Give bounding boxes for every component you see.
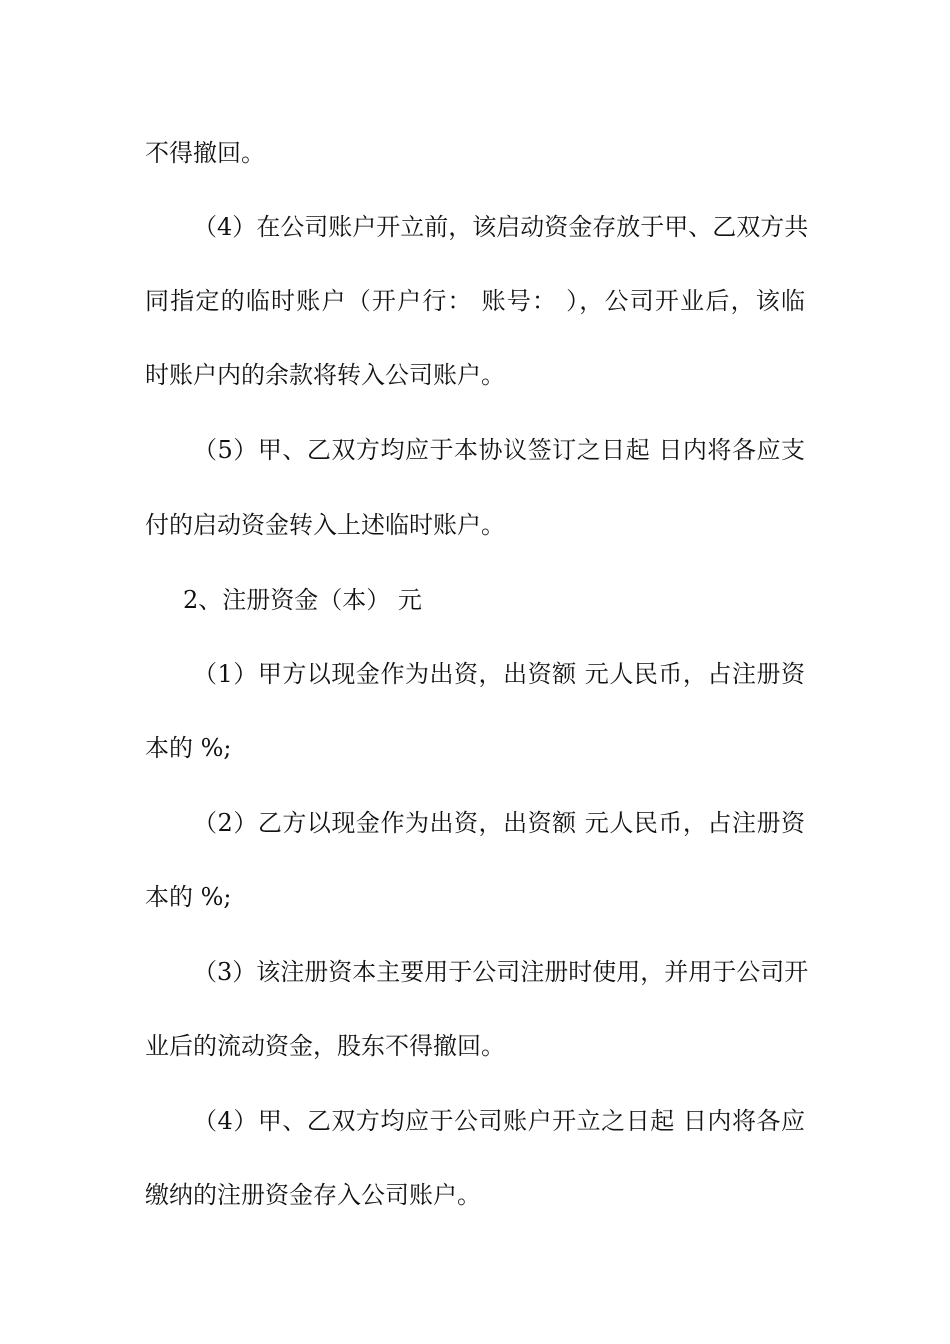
text-line-9: 本的 %; xyxy=(145,734,232,762)
text-line-11: 本的 %; xyxy=(145,883,232,911)
text-line-10: （2）乙方以现金作为出资，出资额 元人民币，占注册资 xyxy=(193,809,805,837)
text-line-13: 业后的流动资金，股东不得撤回。 xyxy=(145,1032,505,1060)
text-line-15: 缴纳的注册资金存入公司账户。 xyxy=(145,1181,481,1209)
text-line-5: （5）甲、乙双方均应于本协议签订之日起 日内将各应支 xyxy=(193,436,805,464)
text-line-12: （3）该注册资本主要用于公司注册时使用，并用于公司开 xyxy=(193,958,809,986)
text-line-14: （4）甲、乙双方均应于公司账户开立之日起 日内将各应 xyxy=(193,1107,805,1135)
text-line-3: 同指定的临时账户（开户行： 账号： ），公司开业后，该临 xyxy=(145,287,805,315)
text-line-2: （4）在公司账户开立前，该启动资金存放于甲、乙双方共 xyxy=(193,213,809,241)
text-line-4: 时账户内的余款将转入公司账户。 xyxy=(145,361,505,389)
section-heading-registered-capital: 2、注册资金（本） 元 xyxy=(183,586,422,614)
text-line-8: （1）甲方以现金作为出资，出资额 元人民币，占注册资 xyxy=(193,660,805,688)
text-line-6: 付的启动资金转入上述临时账户。 xyxy=(145,511,505,539)
text-line-1: 不得撤回。 xyxy=(145,139,265,167)
